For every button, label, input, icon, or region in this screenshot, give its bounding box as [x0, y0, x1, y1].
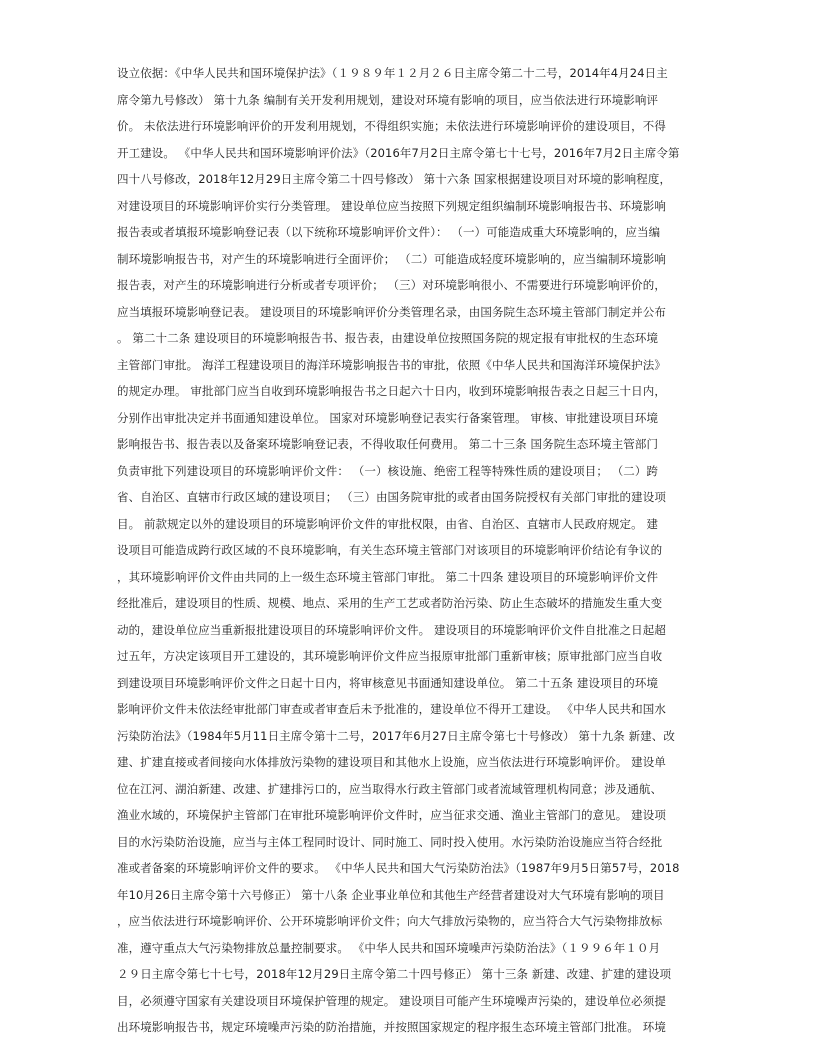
text-line: 目的水污染防治设施，应当与主体工程同时设计、同时施工、同时投入使用。水污染防治设施应当符合经批 [117, 834, 663, 849]
text-line: 的规定办理。 审批部门应当自收到环境影响报告书之日起六十日内，收到环境影响报告表之日起三十日内， [117, 384, 666, 398]
text-line: 报告表或者填报环境影响登记表（以下统称环境影响评价文件）： （一）可能造成重大环境影响的，应当编 [117, 225, 661, 239]
text-line: 污染防治法》（1984年5月11日主席令第十二号，2017年6月27日主席令第七十号修改） 第十九条 新建、改 [117, 728, 675, 743]
text-line: 四十八号修改，2018年12月29日主席令第二十四号修改） 第十六条 国家根据建设项目对环境的影响程度， [117, 172, 672, 186]
text-line: 对建设项目的环境影响评价实行分类管理。 建设单位应当按照下列规定组织编制环境影响报告书、环境影响 [117, 198, 666, 213]
text-line: 目。 前款规定以外的建设项目的环境影响评价文件的审批权限，由省、自治区、直辖市人民政府规定。 建 [117, 516, 659, 531]
text-line: ，应当依法进行环境影响评价、公开环境影响评价文件；向大气排放污染物的，应当符合大气污染物排放标 [117, 914, 663, 928]
text-line: 价。 未依法进行环境影响评价的开发利用规划，不得组织实施；未依法进行环境影响评价的建设项目，不得 [117, 119, 666, 133]
text-line: 负责审批下列建设项目的环境影响评价文件： （一）核设施、绝密工程等特殊性质的建设项目； （二）跨 [117, 463, 659, 478]
document-body-text [117, 60, 697, 1041]
text-line: 经批准后，建设项目的性质、规模、地点、采用的生产工艺或者防治污染、防止生态破坏的措施发生重大变 [117, 596, 663, 610]
text-line: 。 第二十二条 建设项目的环境影响报告书、报告表，由建设单位按照国务院的规定报有审批权的生态环境 [117, 331, 659, 345]
text-line: 位在江河、湖泊新建、改建、扩建排污口的，应当取得水行政主管部门或者流域管理机构同意；涉及通航、 [117, 781, 663, 796]
text-line: 主管部门审批。 海洋工程建设项目的海洋环境影响报告书的审批，依照《中华人民共和国海洋环境保护法》 [117, 357, 666, 372]
text-line: 影响报告书、报告表以及备案环境影响登记表，不得收取任何费用。 第二十三条 国务院生态环境主管部门 [117, 437, 659, 451]
text-line: 年10月26日主席令第十六号修正） 第十八条 企业事业单位和其他生产经营者建设对大气环境有影响的项目 [117, 887, 665, 902]
text-line: ，其环境影响评价文件由共同的上一级生态环境主管部门审批。 第二十四条 建设项目的环境影响评价文件 [117, 569, 659, 584]
text-line: 准或者备案的环境影响评价文件的要求。 《中华人民共和国大气污染防治法》（1987年9月5日第57号，2018 [117, 861, 680, 875]
text-line: 应当填报环境影响登记表。 建设项目的环境影响评价分类管理名录，由国务院生态环境主管部门制定并公布 [117, 304, 666, 319]
text-line: 过五年，方决定该项目开工建设的，其环境影响评价文件应当报原审批部门重新审核；原审批部门应当自收 [117, 649, 663, 663]
text-line: 设项目可能造成跨行政区域的不良环境影响，有关生态环境主管部门对该项目的环境影响评价结论有争议的 [117, 543, 663, 557]
text-line: 席令第九号修改） 第十九条 编制有关开发利用规划，建设对环境有影响的项目，应当依法进行环境影响评 [117, 92, 659, 107]
text-line: 目，必须遵守国家有关建设项目环境保护管理的规定。 建设项目可能产生环境噪声污染的，建设单位必须提 [117, 993, 666, 1008]
text-line: 到建设项目环境影响评价文件之日起十日内，将审核意见书面通知建设单位。 第二十五条 建设项目的环境 [117, 675, 659, 690]
text-line: 开工建设。 《中华人民共和国环境影响评价法》（2016年7月2日主席令第七十七号，2016年7月2日主席令第 [117, 145, 680, 160]
text-line: 出环境影响报告书，规定环境噪声污染的防治措施，并按照国家规定的程序报生态环境主管部门批准。 环境 [117, 1020, 666, 1034]
text-line: 建、扩建直接或者间接向水体排放污染物的建设项目和其他水上设施，应当依法进行环境影响评价。 建设单 [117, 755, 666, 769]
text-line: ２９日主席令第七十七号，2018年12月29日主席令第二十四号修正） 第十三条 新建、改建、扩建的建设项 [117, 967, 672, 981]
text-line: 准，遵守重点大气污染物排放总量控制要求。 《中华人民共和国环境噪声污染防治法》（１９９６年１０月 [117, 940, 661, 955]
text-line: 报告表，对产生的环境影响进行分析或者专项评价； （三）对环境影响很小、不需要进行环境影响评价的， [117, 278, 666, 292]
text-line: 分别作出审批决定并书面通知建设单位。 国家对环境影响登记表实行备案管理。 审核、审批建设项目环境 [117, 410, 659, 425]
text-line: 省、自治区、直辖市行政区域的建设项目； （三）由国务院审批的或者由国务院授权有关部门审批的建设项 [117, 490, 666, 504]
text-line: 设立依据：《中华人民共和国环境保护法》（１９８９年１２月２６日主席令第二十二号，2014年4月24日主 [117, 66, 668, 80]
text-line: 影响评价文件未依法经审批部门审查或者审查后未予批准的，建设单位不得开工建设。 《中华人民共和国水 [117, 702, 666, 716]
text-line: 渔业水域的，环境保护主管部门在审批环境影响评价文件时，应当征求交通、渔业主管部门的意见。 建设项 [117, 808, 666, 822]
text-line: 动的，建设单位应当重新报批建设项目的环境影响评价文件。 建设项目的环境影响评价文件自批准之日起超 [117, 622, 666, 637]
text-line: 制环境影响报告书，对产生的环境影响进行全面评价； （二）可能造成轻度环境影响的，应当编制环境影响 [117, 251, 666, 266]
